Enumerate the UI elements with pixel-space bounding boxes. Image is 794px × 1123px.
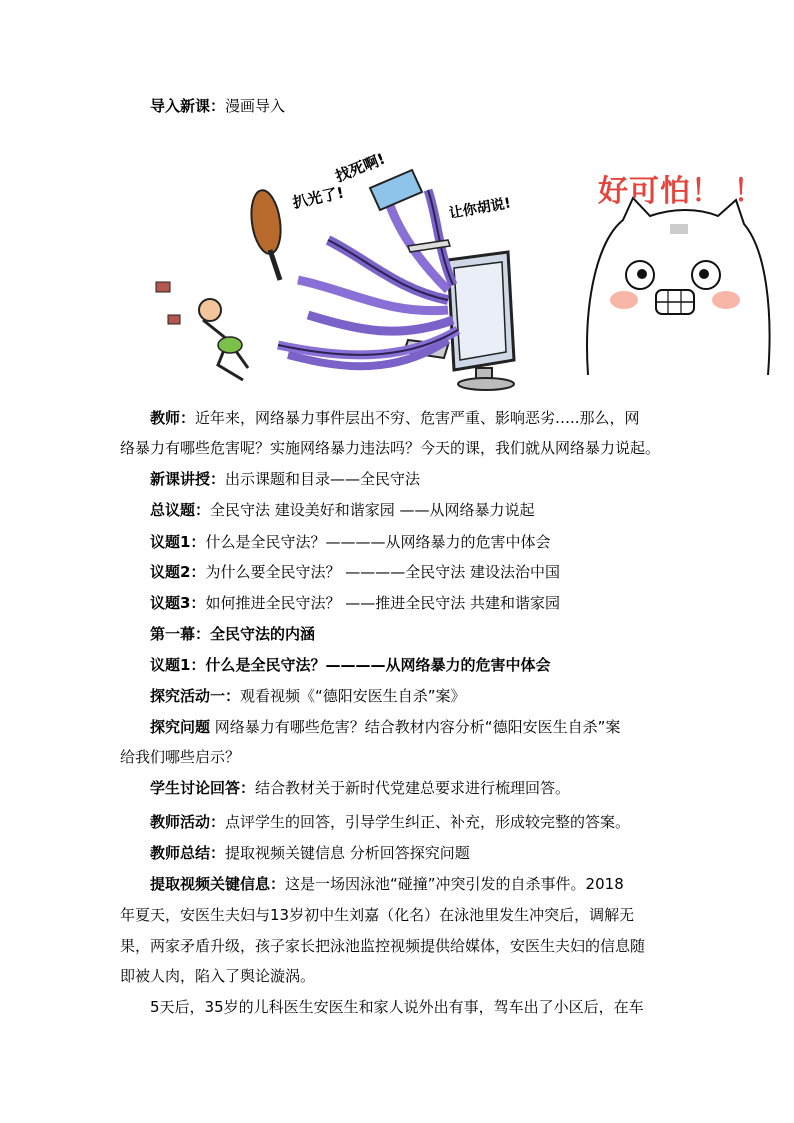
- question-label: 探究问题: [150, 718, 211, 736]
- new-lesson-line: [150, 469, 720, 489]
- teacher-activity-line: [150, 812, 720, 832]
- teacher-summary-text: 提取视频关键信息 分析回答探究问题: [225, 844, 470, 862]
- topic-2-label: 议题2：: [150, 563, 206, 581]
- topic-3-text: 如何推进全民守法？ ——推进全民守法 共建和谐家园: [205, 594, 560, 612]
- key-info-line-2: 年夏天，安医生夫妇与13岁初中生刘嘉（化名）在泳池里发生冲突后，调解无: [120, 906, 635, 924]
- teacher-intro-line-2: 络暴力有哪些危害呢？实施网络暴力违法吗？今天的课，我们就从网络暴力说起。: [120, 439, 661, 457]
- comic-bubble-3: 让你胡说!: [447, 195, 513, 222]
- intro-line: [150, 96, 720, 116]
- topic-2-text: 为什么要全民守法？ ————全民守法 建设法治中国: [205, 563, 560, 581]
- activity-1-text: 观看视频《“德阳安医生自杀”案》: [240, 687, 466, 705]
- computer-monitor-drawing: [404, 252, 514, 390]
- last-paragraph-line-1: 5天后，35岁的儿科医生安医生和家人说外出有事，驾车出了小区后，在车: [150, 998, 644, 1016]
- key-info-line-1: [150, 874, 720, 894]
- intro-text: 漫画导入: [225, 97, 286, 115]
- student-answer-text: 结合教材关于新时代党建总要求进行梳理回答。: [255, 779, 571, 797]
- teacher-summary-label: 教师总结：: [150, 844, 226, 862]
- question-text-1: 网络暴力有哪些危害？结合教材内容分析“德阳安医生自杀”案: [214, 718, 621, 736]
- scared-sticker-text: 好可怕！ ！: [598, 174, 765, 209]
- key-info-line-3: 果，两家矛盾升级，孩子家长把泳池监控视频提供给媒体，安医生夫妇的信息随: [120, 937, 646, 955]
- question-line-2: 给我们哪些启示？: [120, 748, 241, 766]
- general-topic-label: 总议题：: [150, 501, 211, 519]
- victim-figure-drawing: [156, 282, 248, 380]
- topic-3-label: 议题3：: [150, 594, 206, 612]
- comic-bubble-2: 找死啊!: [332, 149, 388, 186]
- key-info-label: 提取视频关键信息：: [150, 875, 286, 893]
- activity-1-line: [150, 686, 720, 706]
- chapter-1-title: 第一幕：全民守法的内涵: [150, 625, 316, 643]
- topic-1-text: 什么是全民守法？————从网络暴力的危害中体会: [205, 533, 551, 551]
- teacher-activity-text: 点评学生的回答，引导学生纠正、补充，形成较完整的答案。: [225, 813, 631, 831]
- topic-1-label: 议题1：: [150, 533, 206, 551]
- wooden-club-drawing: [248, 188, 285, 280]
- student-answer-line: [150, 778, 720, 798]
- teacher-activity-label: 教师活动：: [150, 813, 226, 831]
- cyberbullying-comic-illustration: [148, 140, 548, 395]
- comic-bubble-1: 扒光了!: [291, 183, 346, 212]
- teacher-intro-line-1: [150, 408, 720, 428]
- topic-2-line: [150, 562, 720, 582]
- teacher-intro-label: 教师：: [150, 409, 196, 427]
- student-answer-label: 学生讨论回答：: [150, 779, 256, 797]
- tentacle-arms-drawing: [278, 190, 458, 366]
- topic-3-line: [150, 593, 720, 613]
- teacher-intro-text-1: 近年来，网络暴力事件层出不穷、危害严重、影响恶劣…..那么，网: [195, 409, 640, 427]
- general-topic-text: 全民守法 建设美好和谐家园 ——从网络暴力说起: [210, 501, 535, 519]
- intro-label: 导入新课：: [150, 97, 226, 115]
- new-lesson-label: 新课讲授：: [150, 470, 226, 488]
- key-info-line-4: 即被人肉，陷入了舆论漩涡。: [120, 967, 316, 985]
- key-info-text-1: 这是一场因泳池“碰撞”冲突引发的自杀事件。2018: [285, 875, 624, 893]
- topic-1-line: [150, 532, 720, 552]
- tablet-drawing: [370, 170, 422, 210]
- topic-1-bold-line: 议题1：什么是全民守法？————从网络暴力的危害中体会: [150, 656, 551, 674]
- teacher-summary-line: [150, 843, 720, 863]
- new-lesson-text: 出示课题和目录——全民守法: [225, 470, 421, 488]
- general-topic-line: [150, 500, 720, 520]
- activity-1-label: 探究活动一：: [150, 687, 241, 705]
- question-line-1: [150, 717, 720, 737]
